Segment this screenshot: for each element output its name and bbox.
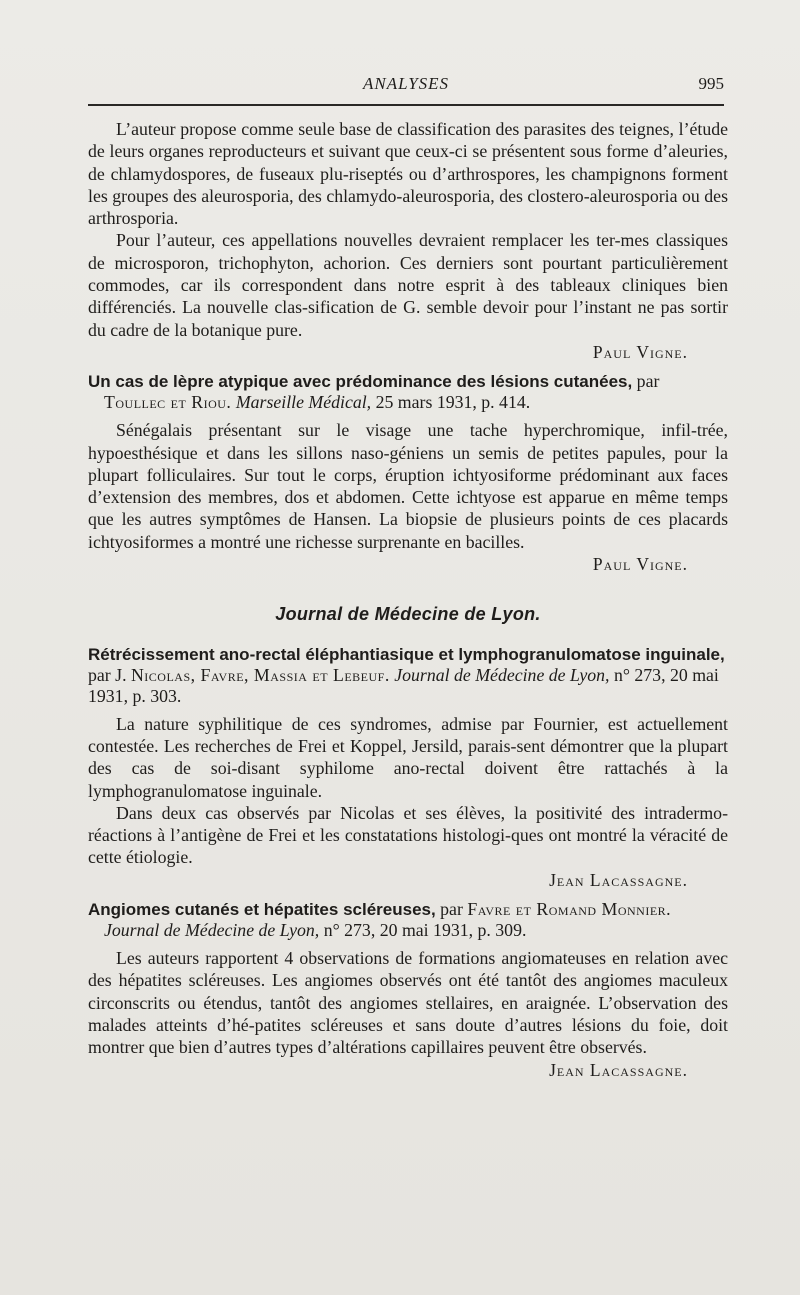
article-1-heading — [88, 371, 728, 413]
article-3-signature: Jean Lacassagne. — [549, 1059, 688, 1080]
page-header — [88, 74, 724, 98]
intro-paragraph-1: L’auteur propose comme seule base de classification des parasites des teignes, l’étude de leurs organes reproducteurs et suivant que ceux-ci se présentent sous forme d’aleuries, de chlamydospores, de fuseaux plu-riseptés ou d’arthrospores, les champignons forment les groupes des aleurosporia, des chlamydo-aleurosporia, des clostero-aleurosporia ou des arthrosporia. — [88, 119, 728, 229]
article-1-body: Sénégalais présentant sur le visage une tache hyperchromique, infil-trée, hypoesthésique et dans les sillons naso-géniens un semis de petites papules, pour la plupart folliculaires. Sur tout le corps, éruption ichtyosiforme prédominant aux faces d’extension des membres, dos et abdomen. Cette ichtyose est apparue en même temps que les autres symptômes de Hansen. La biopsie de plusieurs points de ces placards ichtyosiformes a montré une richesse surprenante en bacilles. — [88, 420, 728, 552]
article-1-by: par — [636, 371, 660, 392]
header-rule — [88, 104, 724, 106]
article-2-authors: Nicolas, Favre, Massia et Lebeuf. — [130, 664, 390, 685]
article-1-title: Un cas de lèpre atypique avec prédominance des lésions cutanées, — [88, 372, 633, 392]
page-content — [88, 118, 728, 1089]
article-2-citation: n° 273, 20 mai 1931, p. 303. — [88, 664, 719, 706]
article-3-by: par — [440, 899, 463, 920]
article-2-title: Rétrécissement ano-rectal éléphantiasique et lymphogranulomatose inguinale, — [88, 644, 725, 664]
article-1-journal: Marseille Médical, — [235, 392, 372, 413]
intro-signature: Paul Vigne. — [592, 341, 688, 362]
article-3-title: Angiomes cutanés et hépatites scléreuses, — [88, 900, 436, 920]
article-2-by: par J. — [88, 664, 127, 685]
page-number: 995 — [698, 74, 724, 93]
article-3-journal: Journal de Médecine de Lyon, — [104, 920, 320, 941]
article-3-citation: n° 273, 20 mai 1931, p. 309. — [323, 920, 527, 941]
article-2-paragraph-2: Dans deux cas observés par Nicolas et ses élèves, la positivité des intradermo-réactions à l’antigène de Frei et les constatations histologi-ques ont montré la véracité de cette étiologie. — [88, 802, 728, 868]
article-3-body: Les auteurs rapportent 4 observations de formations angiomateuses en relation avec des hépatites scléreuses. Les angiomes observés ont été tantôt des angiomes maculeux circonscrits ou étendus, tantôt des angiomes stellaires, en araignée. L’observation des malades atteints d’hé-patites scléreuses et sans doute d’autres lésions du foie, doit montrer que bien d’autres types d’altérations capillaires peuvent être observés. — [88, 948, 728, 1058]
article-1-citation: 25 mars 1931, p. 414. — [375, 392, 531, 413]
article-3-reference — [88, 920, 728, 941]
article-3-heading — [88, 899, 728, 941]
article-1-signature: Paul Vigne. — [592, 554, 688, 575]
intro-paragraph-2: Pour l’auteur, ces appellations nouvelles devraient remplacer les ter-mes classiques de microsporon, trichophyton, achorion. Ces derniers sont pourtant particulièrement commodes, car ils correspondent dans notre esprit à des tableaux cliniques bien différenciés. La nouvelle clas-sification de G. semble devoir pour l’instant ne pas sortir du cadre de la botanique pure. — [88, 230, 728, 340]
article-1-authors: Toullec et Riou. — [104, 392, 232, 413]
article-2-paragraph-1: La nature syphilitique de ces syndromes, admise par Fournier, est actuellement contestée. Les recherches de Frei et Koppel, Jersild, parais-sent démontrer que la plupart des cas de soi-disant syphilome ano-rectal doivent être rattachés à la lymphogranulomatose inguinale. — [88, 713, 728, 801]
article-1-reference — [88, 392, 728, 413]
article-3-authors: Favre et Romand Monnier. — [467, 899, 672, 920]
journal-section-title: Journal de Médecine de Lyon. — [275, 604, 541, 625]
article-2-heading — [88, 644, 728, 707]
article-2-signature: Jean Lacassagne. — [549, 869, 688, 890]
article-2-journal: Journal de Médecine de Lyon, — [394, 664, 610, 685]
running-title: ANALYSES — [362, 74, 450, 93]
